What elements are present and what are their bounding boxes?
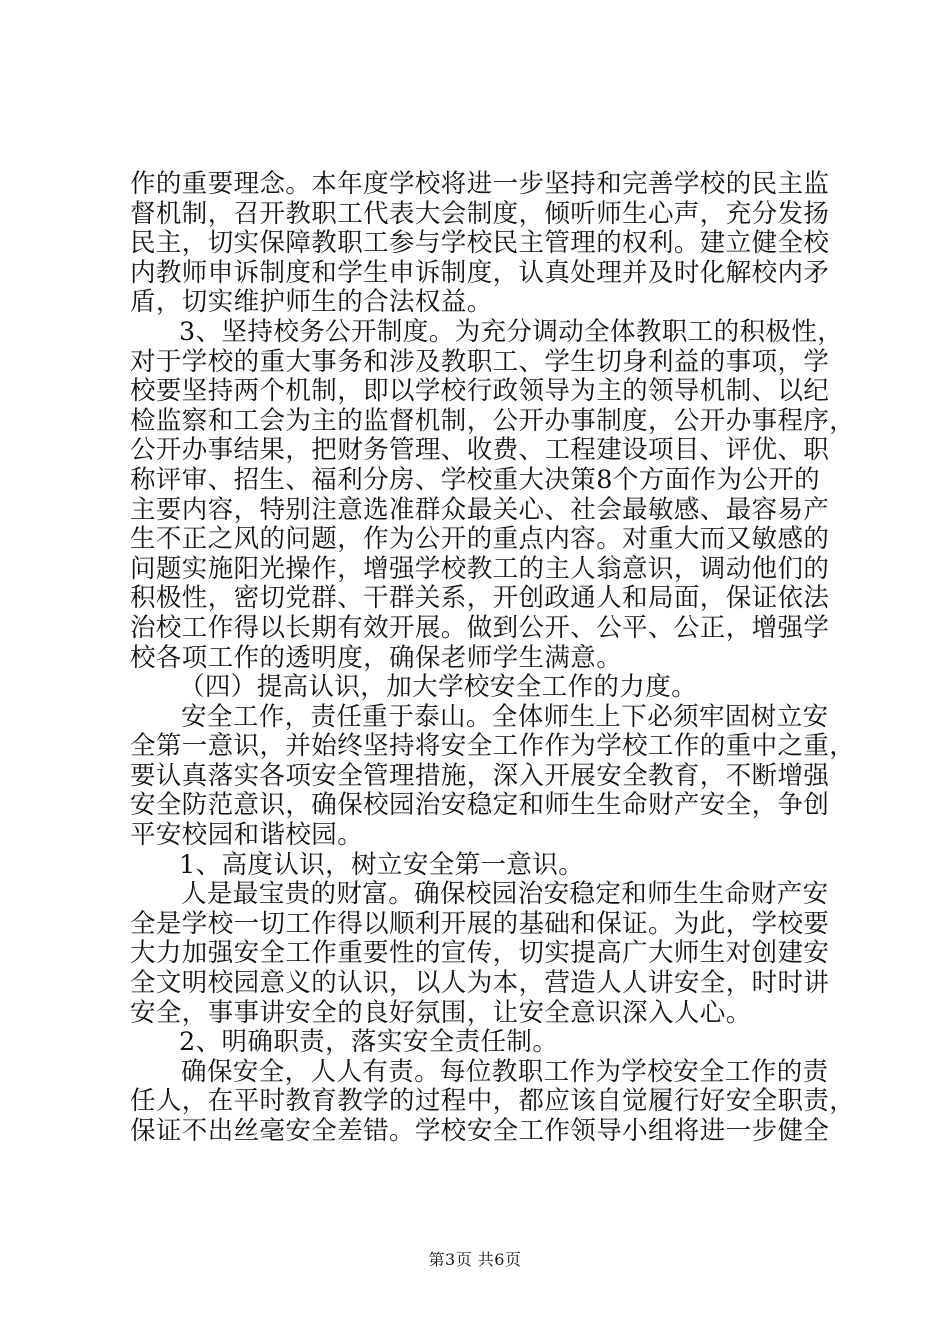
text-line: 主要内容，特别注意选准群众最关心、社会最敏感、最容易产 <box>130 494 830 525</box>
text-line: 对于学校的重大事务和涉及教职工、学生切身利益的事项，学 <box>130 346 830 377</box>
subsection-heading: 2、明确职责，落实安全责任制。 <box>179 1027 559 1058</box>
document-body <box>130 169 856 1147</box>
text-line: 问题实施阳光操作，增强学校教工的主人翁意识，调动他们的 <box>130 553 830 584</box>
paragraph-first-line: 确保安全，人人有责。每位教职工作为学校安全工作的责 <box>181 1056 829 1087</box>
text-line: 盾，切实维护师生的合法权益。 <box>130 287 493 318</box>
text-line: 作的重要理念。本年度学校将进一步坚持和完善学校的民主监 <box>130 169 830 199</box>
subsection-heading: 1、高度认识，树立安全第一意识。 <box>179 849 585 880</box>
text-line: 全是学校一切工作得以顺利开展的基础和保证。为此，学校要 <box>130 908 830 939</box>
text-line: 全文明校园意义的认识，以人为本，营造人人讲安全，时时讲 <box>130 968 830 999</box>
paragraph-first-line: 安全工作，责任重于泰山。全体师生上下必须牢固树立安 <box>181 701 829 732</box>
text-line: 保证不出丝毫安全差错。学校安全工作领导小组将进一步健全 <box>130 1116 830 1146</box>
text-line: 全第一意识，并始终坚持将安全工作作为学校工作的重中之重， <box>130 731 856 762</box>
text-line: 安全防范意识，确保校园治安稳定和师生生命财产安全，争创 <box>130 790 830 821</box>
page-number-footer: 第3页 共6页 <box>428 1250 522 1269</box>
text-line: 平安校园和谐校园。 <box>130 820 364 851</box>
text-line: 检监察和工会为主的监督机制，公开办事制度，公开办事程序， <box>130 405 856 436</box>
text-line: 积极性，密切党群、干群关系，开创政通人和局面，保证依法 <box>130 583 830 614</box>
text-line: 任人，在平时教育教学的过程中，都应该自觉履行好安全职责， <box>130 1086 856 1117</box>
text-line: 治校工作得以长期有效开展。做到公开、公平、公正，增强学 <box>130 612 830 643</box>
text-line: 安全，事事讲安全的良好氛围，让安全意识深入人心。 <box>130 997 752 1028</box>
text-line: 生不正之风的问题，作为公开的重点内容。对重大而又敏感的 <box>130 524 830 555</box>
section-heading: （四）提高认识，加大学校安全工作的力度。 <box>179 672 698 703</box>
text-line: 校各项工作的透明度，确保老师学生满意。 <box>130 642 623 673</box>
text-line: 公开办事结果，把财务管理、收费、工程建设项目、评优、职 <box>130 435 830 466</box>
text-line: 大力加强安全工作重要性的宣传，切实提高广大师生对创建安 <box>130 938 830 969</box>
text-line: 内教师申诉制度和学生申诉制度，认真处理并及时化解校内矛 <box>130 257 830 288</box>
text-line: 民主，切实保障教职工参与学校民主管理的权利。建立健全校 <box>130 228 830 259</box>
paragraph-first-line: 3、坚持校务公开制度。为充分调动全体教职工的积极性， <box>179 316 844 347</box>
text-line: 督机制，召开教职工代表大会制度，倾听师生心声，充分发扬 <box>130 198 830 229</box>
text-line: 校要坚持两个机制，即以学校行政领导为主的领导机制、以纪 <box>130 376 830 407</box>
paragraph-first-line: 人是最宝贵的财富。确保校园治安稳定和师生生命财产安 <box>181 879 829 910</box>
text-line: 要认真落实各项安全管理措施，深入开展安全教育，不断增强 <box>130 760 830 791</box>
text-line: 称评审、招生、福利分房、学校重大决策8个方面作为公开的 <box>130 464 821 495</box>
